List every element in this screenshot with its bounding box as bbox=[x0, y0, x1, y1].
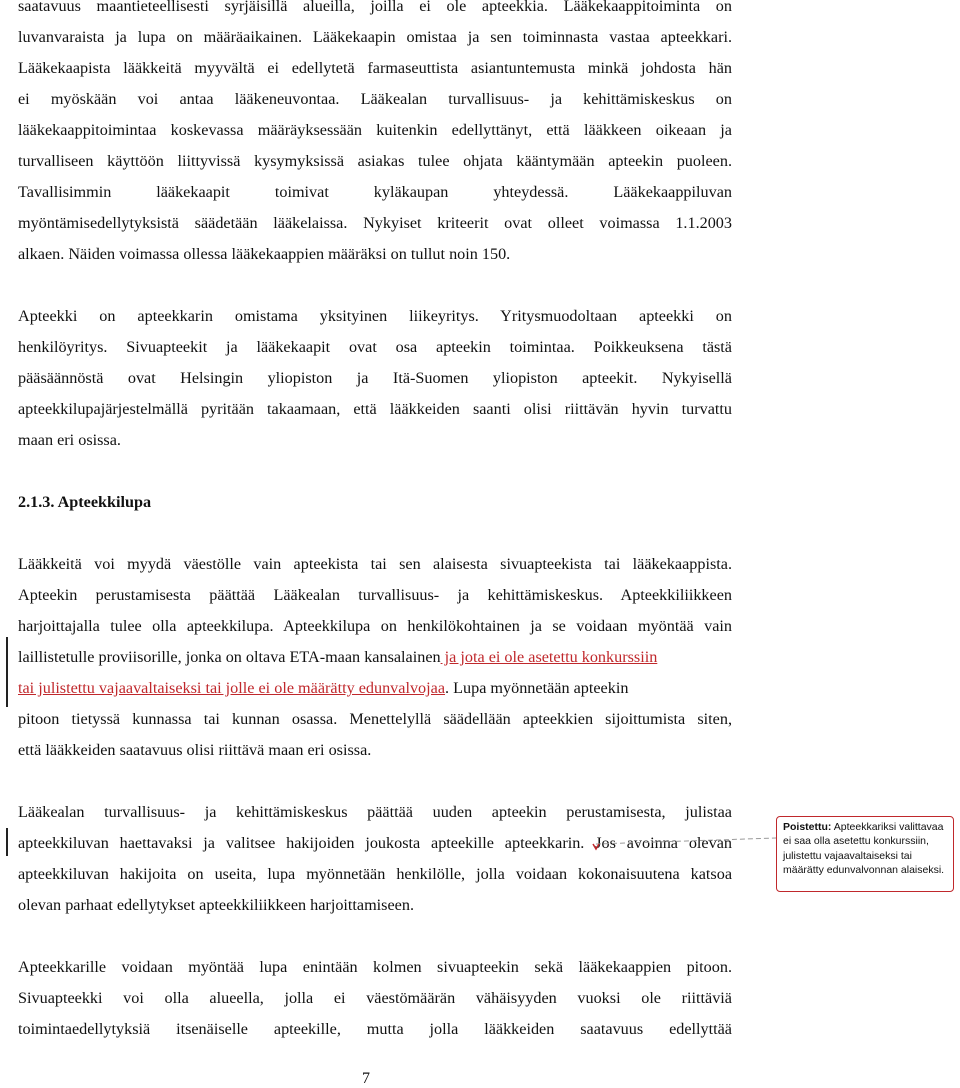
text-line: myöntämisedellytyksistä säädetään lääkelaissa. Nykyiset kriteerit ovat olleet voimassa 1.1.2003 bbox=[18, 214, 732, 232]
comment-connector bbox=[590, 836, 780, 852]
text-line: pääsäännöstä ovat Helsingin yliopiston ja Itä-Suomen yliopiston apteekit. Nykyisellä bbox=[18, 369, 732, 387]
text-line: apteekkiluvan hakijoita on useita, lupa myönnetään henkilölle, jolla voidaan kokonaisuutena katsoa bbox=[18, 865, 732, 883]
change-bar bbox=[6, 637, 8, 707]
text-line: Lääkkeitä voi myydä väestölle vain apteekista tai sen alaisesta sivuapteekista tai lääkekaappista. bbox=[18, 555, 732, 573]
text-line: luvanvaraista ja lupa on määräaikainen. Lääkekaapin omistaa ja sen toiminnasta vastaa apteekkari. bbox=[18, 28, 732, 46]
text-line: Lääkekaapista lääkkeitä myyvältä ei edellytetä farmaseuttista asiantuntemusta minkä johdosta hän bbox=[18, 59, 732, 77]
text-line: Apteekki on apteekkarin omistama yksityinen liikeyritys. Yritysmuodoltaan apteekki on bbox=[18, 307, 732, 325]
page-number: 7 bbox=[362, 1070, 370, 1087]
text-line: toimintaedellytyksiä itsenäiselle apteekille, mutta jolla lääkkeiden saatavuus edellyttää bbox=[18, 1020, 732, 1038]
text-line: saatavuus maantieteellisesti syrjäisillä alueilla, joilla ei ole apteekkia. Lääkekaappitoiminta on bbox=[18, 0, 732, 15]
text-line: Apteekkarille voidaan myöntää lupa enintään kolmen sivuapteekin sekä lääkekaappien pitoon. bbox=[18, 958, 732, 976]
text-line: ei myöskään voi antaa lääkeneuvontaa. Lääkealan turvallisuus- ja kehittämiskeskus on bbox=[18, 90, 732, 108]
text-line: olevan parhaat edellytykset apteekkiliikkeen harjoittamiseen. bbox=[18, 896, 414, 914]
comment-label: Poistettu: bbox=[783, 821, 832, 833]
text-line: turvalliseen käyttöön liittyvissä kysymyksissä asiakas tulee ohjata kääntymään apteekin puoleen. bbox=[18, 152, 732, 170]
text-line: apteekkilupajärjestelmällä pyritään takaamaan, että lääkkeiden saanti olisi riittävän hyvin turvattu bbox=[18, 400, 732, 418]
text-line: maan eri osissa. bbox=[18, 431, 121, 449]
insertion-caret-icon bbox=[593, 844, 599, 849]
section-heading: 2.1.3. Apteekkilupa bbox=[18, 493, 152, 511]
inserted-revision-text: ja jota ei ole asetettu konkurssiin bbox=[440, 648, 658, 666]
revision-comment-balloon[interactable] bbox=[776, 816, 954, 892]
text-line: Apteekin perustamisesta päättää Lääkealan turvallisuus- ja kehittämiskeskus. Apteekkiliikkeen bbox=[18, 586, 732, 604]
text-line: että lääkkeiden saatavuus olisi riittävä maan eri osissa. bbox=[18, 741, 372, 759]
text-line bbox=[18, 645, 758, 669]
inserted-revision-text: tai julistettu vajaavaltaiseksi tai jolle ei ole määrätty edunvalvojaa bbox=[18, 679, 446, 697]
text-segment: . Lupa myönnetään apteekin bbox=[445, 679, 629, 697]
text-line: lääkekaappitoimintaa koskevassa määräyksessään kuitenkin edellyttänyt, että lääkkeen oikeaan ja bbox=[18, 121, 732, 139]
text-line: Tavallisimmin lääkekaapit toimivat kyläkaupan yhteydessä. Lääkekaappiluvan bbox=[18, 183, 732, 201]
text-line: pitoon tietyssä kunnassa tai kunnan osassa. Menettelyllä säädellään apteekkien sijoittumista siten, bbox=[18, 710, 732, 728]
comment-text: Apteekkariksi valittavaa ei saa olla asetettu konkurssiin, julistettu vajaavaltaiseksi tai määrätty edunvalvonnan alaiseksi. bbox=[783, 821, 945, 876]
text-line: henkilöyritys. Sivuapteekit ja lääkekaapit ovat osa apteekin toimintaa. Poikkeuksena tästä bbox=[18, 338, 732, 356]
text-segment: laillistetulle proviisorille, jonka on oltava ETA-maan kansalainen bbox=[18, 648, 441, 666]
text-line bbox=[18, 676, 732, 700]
text-line: harjoittajalla tulee olla apteekkilupa. Apteekkilupa on henkilökohtainen ja se voidaan myöntää vain bbox=[18, 617, 732, 635]
text-line: Lääkealan turvallisuus- ja kehittämiskeskus päättää uuden apteekin perustamisesta, julistaa bbox=[18, 803, 732, 821]
change-bar bbox=[6, 828, 8, 856]
text-line: apteekkiluvan haettavaksi ja valitsee hakijoiden joukosta apteekille apteekkarin. Jos avoinna olevan bbox=[18, 834, 732, 852]
text-line: Sivuapteekki voi olla alueella, jolla ei väestömäärän vähäisyyden vuoksi ole riittäviä bbox=[18, 989, 732, 1007]
text-line: alkaen. Näiden voimassa ollessa lääkekaappien määräksi on tullut noin 150. bbox=[18, 245, 511, 263]
